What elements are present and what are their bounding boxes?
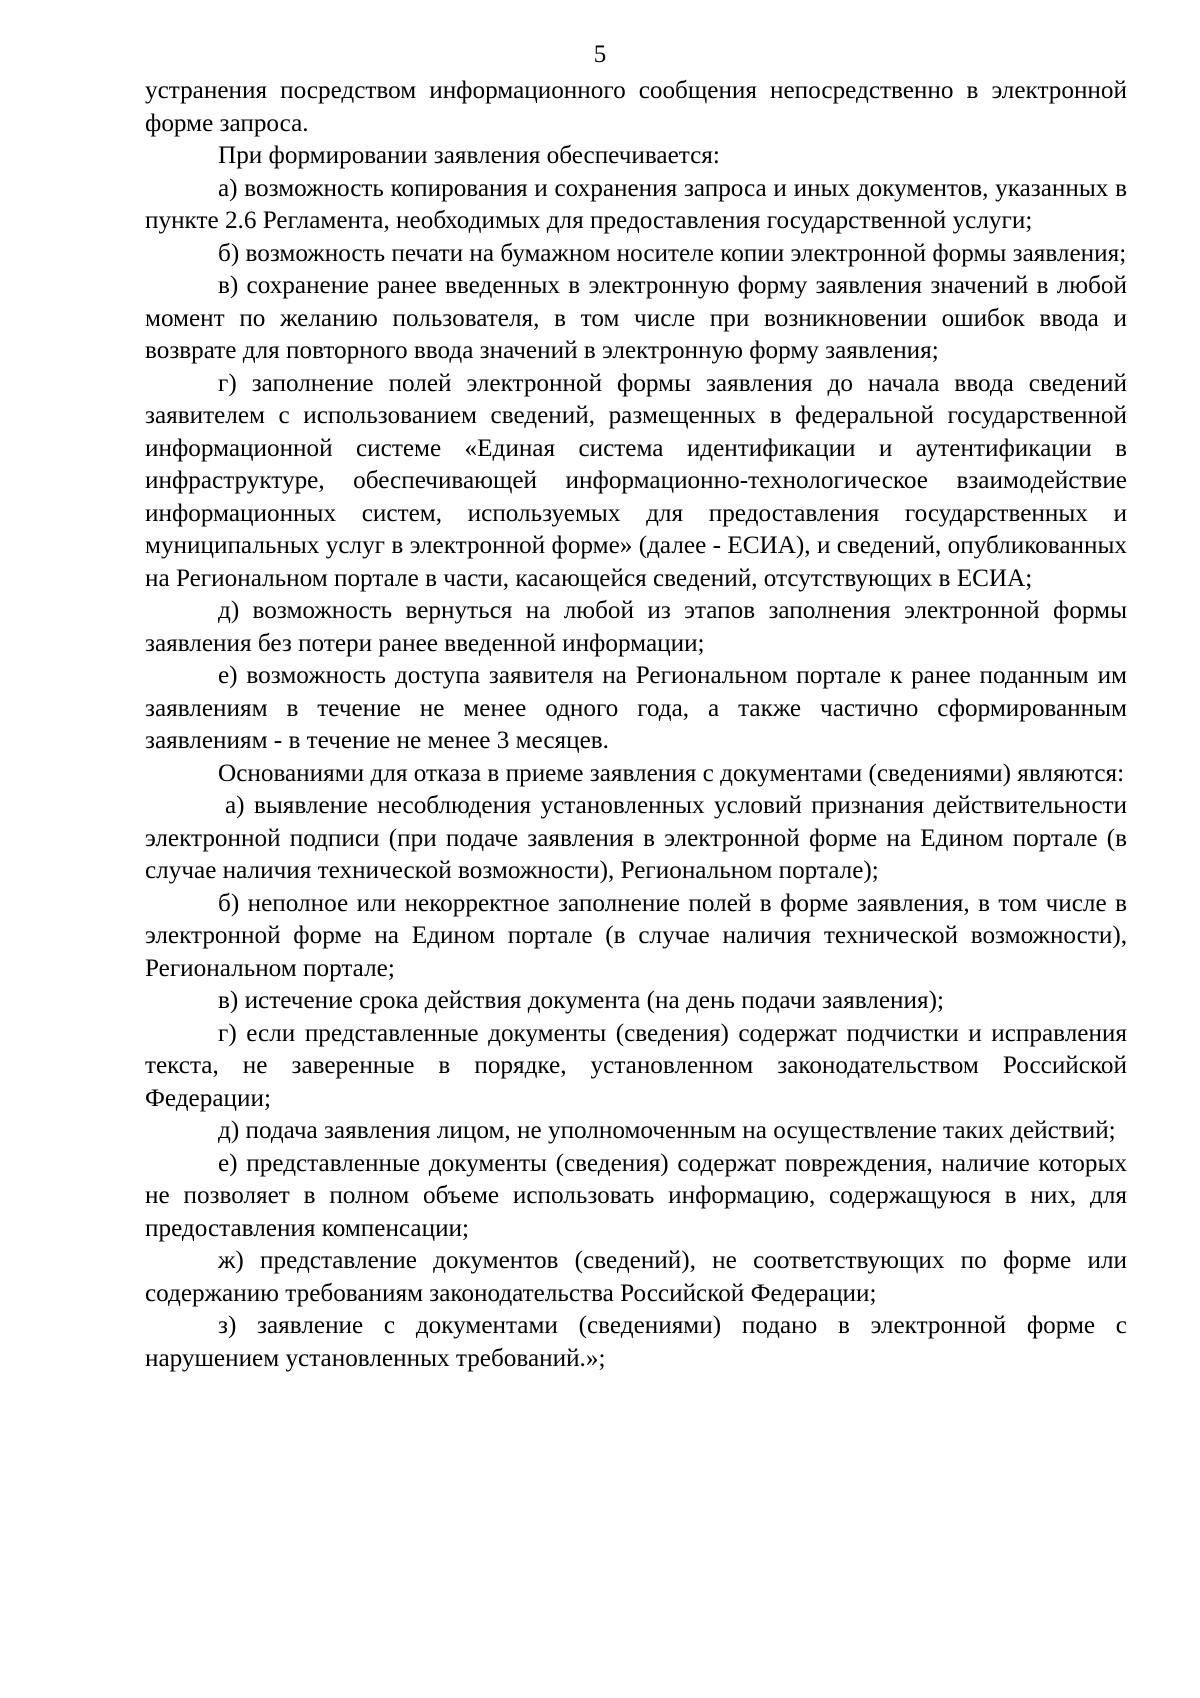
paragraph-refusal-a: а) выявление несоблюдения установленных условий признания действительности электронной подписи (при подаче заявления в электронной форме на Едином портале (в случае наличия технической возможности), Региональном портале);	[145, 792, 1127, 884]
paragraph-item-e: е) возможность доступа заявителя на Региональном портале к ранее поданным им заявлениям в течение не менее одного года, а также частично сформированным заявлениям - в течение не менее 3 месяцев.	[145, 662, 1127, 754]
paragraph-refusal-d: д) подача заявления лицом, не уполномоченным на осуществление таких действий;	[218, 1117, 1116, 1144]
paragraph-item-v: в) сохранение ранее введенных в электронную форму заявления значений в любой момент по желанию пользователя, в том числе при возникновении ошибок ввода и возврате для повторного ввода значений в электронную форму заявления;	[145, 272, 1127, 364]
paragraph-refusal-g: г) если представленные документы (сведения) содержат подчистки и исправления текста, не заверенные в порядке, установленном законодательством Российской Федерации;	[145, 1019, 1127, 1112]
paragraph-refusal-z: з) заявление с документами (сведениями) подано в электронной форме с нарушением установленных требований.»;	[145, 1312, 1127, 1372]
document-body	[145, 75, 1127, 1375]
paragraph-intro: При формировании заявления обеспечивается:	[218, 142, 720, 169]
paragraph-continuation: устранения посредством информационного сообщения непосредственно в электронной форме запроса.	[145, 77, 1127, 137]
paragraph-refusal-zh: ж) представление документов (сведений), не соответствующих по форме или содержанию требованиям законодательства Российской Федерации;	[145, 1247, 1127, 1307]
paragraph-refusal-e: е) представленные документы (сведения) содержат повреждения, наличие которых не позволяет в полном объеме использовать информацию, содержащуюся в них, для предоставления компенсации;	[145, 1149, 1127, 1242]
paragraph-refusal-b: б) неполное или некорректное заполнение полей в форме заявления, в том числе в электронной форме на Едином портале (в случае наличия технической возможности), Региональном портале;	[145, 889, 1127, 982]
paragraph-item-b: б) возможность печати на бумажном носителе копии электронной формы заявления;	[218, 239, 1127, 267]
paragraph-refusal-v: в) истечение срока действия документа (на день подачи заявления);	[218, 987, 944, 1014]
page-number: 5	[593, 41, 607, 68]
paragraph-item-d: д) возможность вернуться на любой из этапов заполнения электронной формы заявления без потери ранее введенной информации;	[145, 597, 1127, 657]
paragraph-refusal-intro: Основаниями для отказа в приеме заявления с документами (сведениями) являются:	[218, 759, 1125, 787]
paragraph-item-a: а) возможность копирования и сохранения запроса и иных документов, указанных в пункте 2.6 Регламента, необходимых для предоставления государственной услуги;	[145, 174, 1127, 234]
paragraph-item-g: г) заполнение полей электронной формы заявления до начала ввода сведений заявителем с использованием сведений, размещенных в федеральной государственной информационной системе «Единая система идентификации и аутентификации в инфраструктуре, обеспечивающей информационно-технологическое взаимодействие информационных систем, используемых для предоставления государственных и муниципальных услуг в электронной форме» (далее - ЕСИА), и сведений, опубликованных на Региональном портале в части, касающейся сведений, отсутствующих в ЕСИА;	[145, 369, 1127, 592]
